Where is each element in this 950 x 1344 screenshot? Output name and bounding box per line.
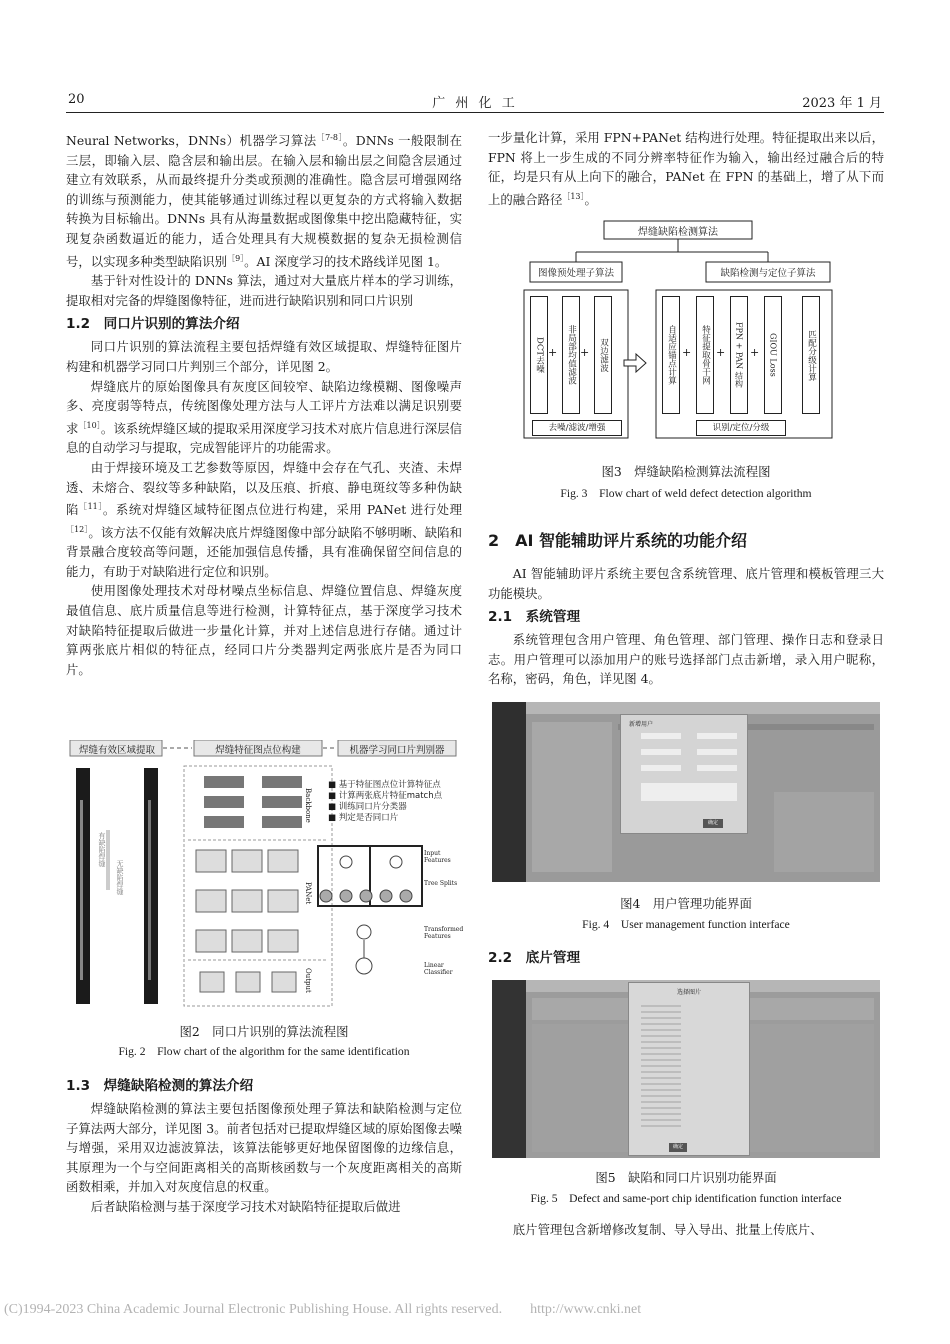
right-column-mid bbox=[488, 564, 884, 689]
fig2-pnet-label: PANet bbox=[304, 882, 312, 905]
fig3-plus: + bbox=[580, 346, 590, 359]
paragraph: 由于焊接环境及工艺参数等原因，焊缝中会存在气孔、夹渣、未焊透、未熔合、裂纹等多种缺陷，以及压痕、折痕、静电斑纹等多种伪缺陷$^{[11]}$。系统对焊缝区域特征图点位进行构建，采用 PANet 进行处理$^{[12]}$。该方法不仅能有效解决底片焊缝图像中部分缺陷不够明晰、缺陷和背景融合度较高等问题，还能加强信息传播，具有准确保留空间信息的能力，有助于对缺陷进行定位和识别。 bbox=[66, 459, 463, 579]
fig5-sidebar bbox=[492, 980, 526, 1158]
paragraph: 使用图像处理技术对母材噪点坐标信息、焊缝位置信息、焊缝灰度最值信息、底片质量信息等进行检测，计算特征点，基于深度学习技术对缺陷特征提取后做进一步量化计算，并对上述信息进行存储。通过计算两张底片相似的特征点，经同口片分类器判定两张底片是否为同口片。 bbox=[66, 583, 462, 677]
fig5-dialog bbox=[628, 982, 750, 1156]
fig5-caption-en: Fig. 5 Defect and same-port chip identification function interface bbox=[530, 1192, 842, 1205]
fig2-bullet: ■ 训练同口片分类器 bbox=[328, 802, 407, 812]
fig4-dialog-title: 新增用户 bbox=[629, 721, 654, 728]
fig2-film-label-1: 有缺陷焊缝 bbox=[98, 832, 106, 867]
fig4-topbar bbox=[526, 702, 880, 714]
right-column bbox=[488, 128, 884, 209]
fig4-input[interactable] bbox=[697, 733, 737, 739]
paragraph: 系统管理包含用户管理、角色管理、部门管理、操作日志和登录日志。用户管理可以添加用户的账号选择部门点击新增，录入用户昵称，名称，密码，角色，详见图 4。 bbox=[488, 632, 884, 687]
fig4-input[interactable] bbox=[641, 749, 681, 755]
fig3-left-item: 非局部均值滤波 bbox=[562, 296, 580, 414]
fig2-bullet: ■ 判定是否同口片 bbox=[328, 813, 399, 823]
fig2-film-label-2: 无缺陷焊缝 bbox=[116, 860, 124, 895]
section-heading-2-1: 2.1 系统管理 bbox=[488, 609, 581, 626]
section-heading-2: 2 AI 智能辅助评片系统的功能介绍 bbox=[488, 531, 748, 550]
fig4-caption-en: Fig. 4 User management function interface bbox=[582, 918, 790, 931]
fig2-caption-cn: 图2 同口片识别的算法流程图 bbox=[179, 1024, 349, 1039]
fig3-plus: + bbox=[750, 346, 760, 359]
fig4-sidebar bbox=[492, 702, 526, 882]
fig4-caption-cn: 图4 用户管理功能界面 bbox=[620, 896, 752, 911]
issue-date: 2023 年 1 月 bbox=[802, 96, 882, 111]
paragraph: 底片管理包含新增修改复制、导入导出、批量上传底片、 bbox=[512, 1222, 823, 1237]
fig2-stage2: 焊缝特征图点位构建 bbox=[215, 745, 301, 756]
fig4-confirm-button[interactable]: 确定 bbox=[703, 819, 723, 828]
fig3-plus: + bbox=[716, 346, 726, 359]
fig3-right-item: 自适应锚点计算 bbox=[662, 296, 680, 414]
section-heading-2-2: 2.2 底片管理 bbox=[488, 950, 581, 966]
figure-5-screenshot bbox=[492, 980, 880, 1158]
paragraph: AI 智能辅助评片系统主要包含系统管理、底片管理和模板管理三大功能模块。 bbox=[488, 566, 884, 601]
fig3-left-item: DCT去噪 bbox=[530, 296, 548, 414]
fig3-right-bottom: 识别/定位/分级 bbox=[696, 420, 786, 436]
paragraph: 一步量化计算，采用 FPN+PANet 结构进行处理。特征提取出来以后，FPN 将上一步生成的不同分辨率特征作为输入，输出经过融合后的特征，均是只有从上向下的融合，PANet 在 FPN 的基础上，增了从下而上的融合路径$^{[13]}$。 bbox=[488, 130, 884, 207]
fig3-caption-cn: 图3 焊缝缺陷检测算法流程图 bbox=[601, 464, 771, 479]
fig4-input[interactable] bbox=[641, 765, 681, 771]
section-heading-1-2: 1.2 同口片识别的算法介绍 bbox=[66, 316, 240, 333]
fig3-right-item: GIOU Loss bbox=[764, 296, 782, 414]
right-column-lower bbox=[488, 1220, 884, 1240]
fig2-caption-en: Fig. 2 Flow chart of the algorithm for the same identification bbox=[118, 1045, 410, 1058]
fig2-tree-label: Transformed Features bbox=[424, 926, 464, 940]
fig5-file-tree[interactable] bbox=[641, 1001, 681, 1131]
fig2-stage1: 焊缝有效区域提取 bbox=[78, 745, 155, 756]
fig2-tree-label: Input Features bbox=[424, 850, 451, 864]
paragraph: 基于针对性设计的 DNNs 算法，通过对大量底片样本的学习训练，提取相对完备的焊缝图像特征，进而进行缺陷识别和同口片识别 bbox=[66, 273, 462, 308]
fig5-dialog-title: 选择图片 bbox=[676, 989, 701, 996]
fig2-bullet: ■ 计算两张底片特征match点 bbox=[328, 791, 443, 801]
fig2-bullet: ■ 基于特征图点位计算特征点 bbox=[328, 780, 441, 790]
figure-2 bbox=[66, 740, 462, 1010]
fig4-tree bbox=[532, 722, 612, 872]
paragraph: 同口片识别的算法流程主要包括焊缝有效区域提取、焊缝特征图片构建和机器学习同口片判别三个部分，详见图 2。 bbox=[66, 339, 462, 374]
fig3-caption-en: Fig. 3 Flow chart of weld defect detection algorithm bbox=[560, 487, 812, 500]
fig2-tree-label: Linear Classifier bbox=[424, 962, 453, 976]
fig3-right-item: 匹配分级计算 bbox=[802, 296, 820, 414]
page-number: 20 bbox=[68, 92, 85, 107]
fig5-confirm-button[interactable]: 确定 bbox=[669, 1143, 687, 1152]
fig3-left-title: 图像预处理子算法 bbox=[537, 268, 614, 279]
fig2-stage3: 机器学习同口片判别器 bbox=[349, 745, 445, 756]
fig2-backbone-label: Backbone bbox=[304, 788, 312, 823]
fig3-right-item: 特征提取骨干网 bbox=[696, 296, 714, 414]
figure-3 bbox=[520, 220, 836, 444]
header-rule bbox=[66, 112, 884, 113]
fig3-left-item: 双边滤波 bbox=[594, 296, 612, 414]
section-heading-1-3: 1.3 焊缝缺陷检测的算法介绍 bbox=[66, 1078, 254, 1094]
fig4-input[interactable] bbox=[641, 733, 681, 739]
fig2-tree-label: Tree Splits bbox=[424, 880, 458, 887]
copyright-footer: (C)1994-2023 China Academic Journal Electronic Publishing House. All rights reserved. http://www.cnki.net bbox=[4, 1302, 642, 1317]
paragraph: 后者缺陷检测与基于深度学习技术对缺陷特征提取后做进 bbox=[90, 1198, 401, 1214]
figure-4-screenshot bbox=[492, 702, 880, 882]
fig2-bullets bbox=[328, 780, 442, 824]
left-column bbox=[66, 128, 462, 679]
paragraph: 焊缝底片的原始图像具有灰度区间较窄、缺陷边缘模糊、图像噪声多、亮度弱等特点，传统图像处理方法与人工评片方法难以满足识别要求$^{[10]}$。该系统焊缝区域的提取采用深度学习技术对底片信息进行深层信息的自动学习与提取，完成智能评片的功能需求。 bbox=[66, 378, 463, 456]
fig4-table bbox=[774, 792, 874, 872]
fig3-title-box: 焊缝缺陷检测算法 bbox=[638, 227, 718, 238]
fig3-plus: + bbox=[548, 346, 558, 359]
fig4-textarea[interactable] bbox=[641, 783, 737, 801]
journal-title: 广 州 化 工 bbox=[432, 96, 518, 111]
fig4-dialog bbox=[620, 714, 748, 834]
fig3-right-item: FPN + PAN 结构 bbox=[730, 296, 748, 414]
fig4-input[interactable] bbox=[697, 765, 737, 771]
fig3-right-title: 缺陷检测与定位子算法 bbox=[720, 268, 816, 279]
fig4-input[interactable] bbox=[697, 749, 737, 755]
fig5-caption-cn: 图5 缺陷和同口片识别功能界面 bbox=[595, 1170, 777, 1185]
paragraph: Neural Networks，DNNs）机器学习算法$^{[7-8]}$。DNNs 一般限制在三层，即输入层、隐含层和输出层。在输入层和输出层之间隐含层通过建立有效联系，从而最终提升分类或预测的准确性。隐含层可增强网络的训练与预测能力，使其能够通过训练过程以更复杂的方式将输入数据转换为目标输出。DNNs 具有从海量数据或图像集中挖出隐藏特征，实现复杂函数逼近的能力，适合处理具有大规模数据的复杂无损检测信号，以实现多种类型缺陷识别$^{[9]}$。AI 深度学习的技术路线详见图 1。 bbox=[66, 133, 462, 269]
left-column-lower bbox=[66, 1076, 462, 1217]
fig3-plus: + bbox=[682, 346, 692, 359]
fig3-left-bottom: 去噪/滤波/增强 bbox=[532, 420, 622, 436]
fig2-output-label: Output bbox=[304, 968, 312, 993]
paragraph: 焊缝缺陷检测的算法主要包括图像预处理子算法和缺陷检测与定位子算法两大部分，详见图 3。前者包括对已提取焊缝区域的原始图像去噪与增强，采用双边滤波算法，该算法能够更好地保留图像的边缘信息，其原理为一个与空间距离相关的高斯核函数与一个灰度距离相关的高斯函数相乘，并加入对灰度信息的权重。 bbox=[66, 1101, 462, 1195]
